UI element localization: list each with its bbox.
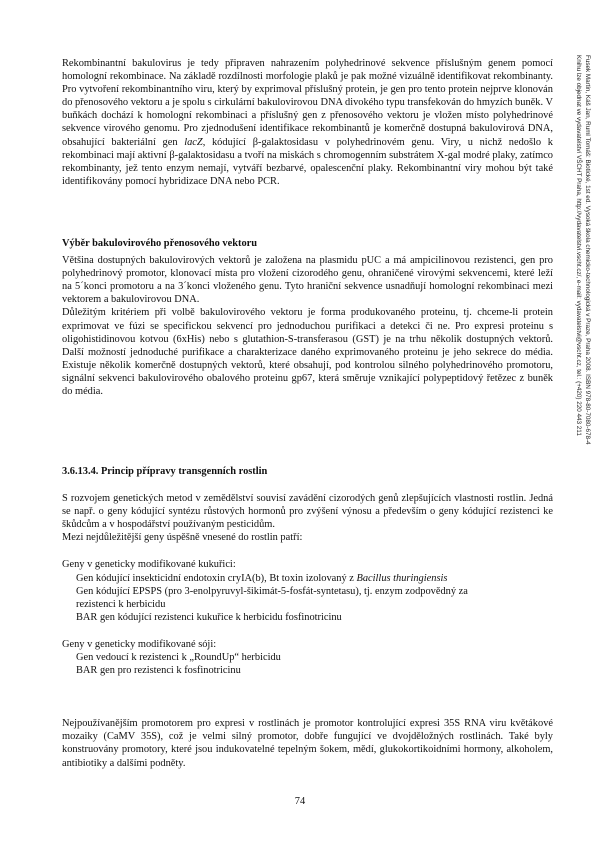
section-vector-paragraph-1: Většina dostupných bakulovirových vektorů je založena na plasmidu pUC a má ampicilinovou rezistenci, gen pro polyhedrinový promotor, klonovací místa pro vložení cizorodého genu, ohraničené virovými sekvencemi, které leží na 5´konci promotoru a na 3´konci vloženého genu. Tyto hraniční sekvence usnadňují homologní rekombinaci mezi vektorem a bakulovirovou DNA. xyxy=(62,255,553,306)
corn-gene-1-text: Gen kódující insekticidní endotoxin cryIA(b), Bt toxin izolovaný z xyxy=(76,572,357,584)
corn-gene-item xyxy=(76,572,553,585)
intro-text-lacz: lacZ xyxy=(184,136,203,148)
corn-gene-1-species: Bacillus thuringiensis xyxy=(356,572,448,584)
section-plants xyxy=(62,465,553,770)
soy-gene-item: BAR gen pro rezistenci k fosfinotricinu xyxy=(76,665,241,677)
section-vector-paragraph-2: Důležitým kritériem při volbě bakulovirového vektoru je forma produkovaného proteinu, tj. chceme-li protein exprimovat ve fúzi se specifickou sekvencí pro jednoduchou purifikaci a detekci či ne. Pro expresi proteinu s oligohistidinovou kotvou (6xHis) nebo s glutathion-S-transferasou (GST) je na trhu několik dostupných vektorů. Další možností jednoduché purifikace a charakterizace daného exprimovaného proteinu je jeho sekrece do média. Existuje několik komerčně dostupných vektorů, které obsahují, pod kontrolou silného polyhedrinového promotoru, signální sekvenci bakulovirového obalového proteinu gp67, která směruje vznikající polypeptidový řetězec z buněk do média. xyxy=(62,307,553,398)
section-vector-heading: Výběr bakulovirového přenosového vektoru xyxy=(62,238,258,249)
corn-gene-item: BAR gen kódující rezistenci kukuřice k herbicidu fosfinotricinu xyxy=(76,611,342,623)
intro-block xyxy=(62,57,553,188)
soy-genes-heading: Geny v geneticky modifikované sóji: xyxy=(62,638,217,650)
section-plants-paragraph-3: Nejpoužívanějším promotorem pro expresi v rostlinách je promotor kontrolující expresi 35S RNA viru květákové mozaiky (CaMV 35S), což je velmi silný promotor, dobře fungující ve dvojděložných rostlinách. Také byly konstruovány promotory, které jsou indukovatelné tepelným šokem, mědí, glukokortikoidními hormony, alkoholem, antibiotiky a dalšími podněty. xyxy=(62,718,553,769)
corn-genes-heading: Geny v geneticky modifikované kukuřici: xyxy=(62,559,236,571)
page-number: 74 xyxy=(294,796,306,807)
section-plants-paragraph-1: S rozvojem genetických metod v zemědělství souvisí zavádění cizorodých genů zlepšujících vlastnosti rostlin. Jedná se např. o geny kódující syntézu růstových hormonů pro zvýšení výnosu a především o geny kódující rezistenci ke škůdcům a v hospodářství používaným pesticidům. xyxy=(62,493,553,531)
corn-gene-2-line2: rezistenci k herbicidu xyxy=(76,598,166,610)
side-note-order-info: Knihu lze objednat ve vydavatelství VŠCHT Praha, http://vydavatelstvi.vscht.cz/, e-mail: vydavatelstvi@vscht.cz, tel.: (+420) 220 443 211 xyxy=(575,55,583,436)
section-plants-paragraph-2: Mezi nejdůležitější geny úspěšně vnesené do rostlin patří: xyxy=(62,532,303,544)
intro-text-part1: Rekombinantní bakulovirus je tedy připraven nahrazením polyhedrinové sekvence příslušným genem pomocí homologní rekombinace. Na základě rozdílnosti morfologie plaků je pak možné vizuálně identifikovat rekombinanty. Pro vytvoření rekombinantního viru, který by exprimoval příslušný protein, je gen pro tento protein nejprve klonován do přenosového vektoru a je spolu s cirkulární bakulovirovou DNA divokého typu transfekován do hmyzích buněk. V buňkách dochází k homologní rekombinaci a příslušný gen z přenosového vektoru je vložen místo polyhedrinové sekvence virového genomu. Pro zjednodušení identifikace rekombinantů je komerčně dostupná bakulovirová DNA, obsahující bakteriální gen xyxy=(62,58,553,148)
corn-gene-item xyxy=(76,585,553,611)
side-note-citation: Fusek Martin, Káš Jan, Ruml Tomáš: Biotické, 1st ed. Vysoká škola chemicko-technologická v Praze, Praha 2008. ISBN 978-80-7080-678-4 xyxy=(584,55,591,445)
intro-text-part2: , kódující β-galaktosidasu v polyhedrinovém genu. Viry, u nichž nedošlo k rekombinaci mají aktivní β-galaktosidasu a tvoří na miskách s chromogenním substrátem X-gal modré plaky, zatímco rekombinanty, jež tento enzym nemají, vytváří bezbarvé, opalescenční plaky. Rekombinantní viry mohou být také identifikovány pomocí hybridizace DNA nebo PCR. xyxy=(62,136,554,187)
corn-gene-2-line1: Gen kódující EPSPS (pro 3-enolpyruvyl-šikimát-5-fosfát-syntetasu), tj. enzym zodpovědný za xyxy=(76,585,468,597)
intro-paragraph xyxy=(62,57,553,188)
soy-gene-item: Gen vedoucí k rezistenci k „RoundUp“ herbicidu xyxy=(76,652,281,664)
section-plants-heading: 3.6.13.4. Princip přípravy transgenních rostlin xyxy=(62,466,268,477)
section-vector xyxy=(62,237,553,398)
side-note-rotated xyxy=(563,55,591,595)
side-note xyxy=(563,55,591,595)
